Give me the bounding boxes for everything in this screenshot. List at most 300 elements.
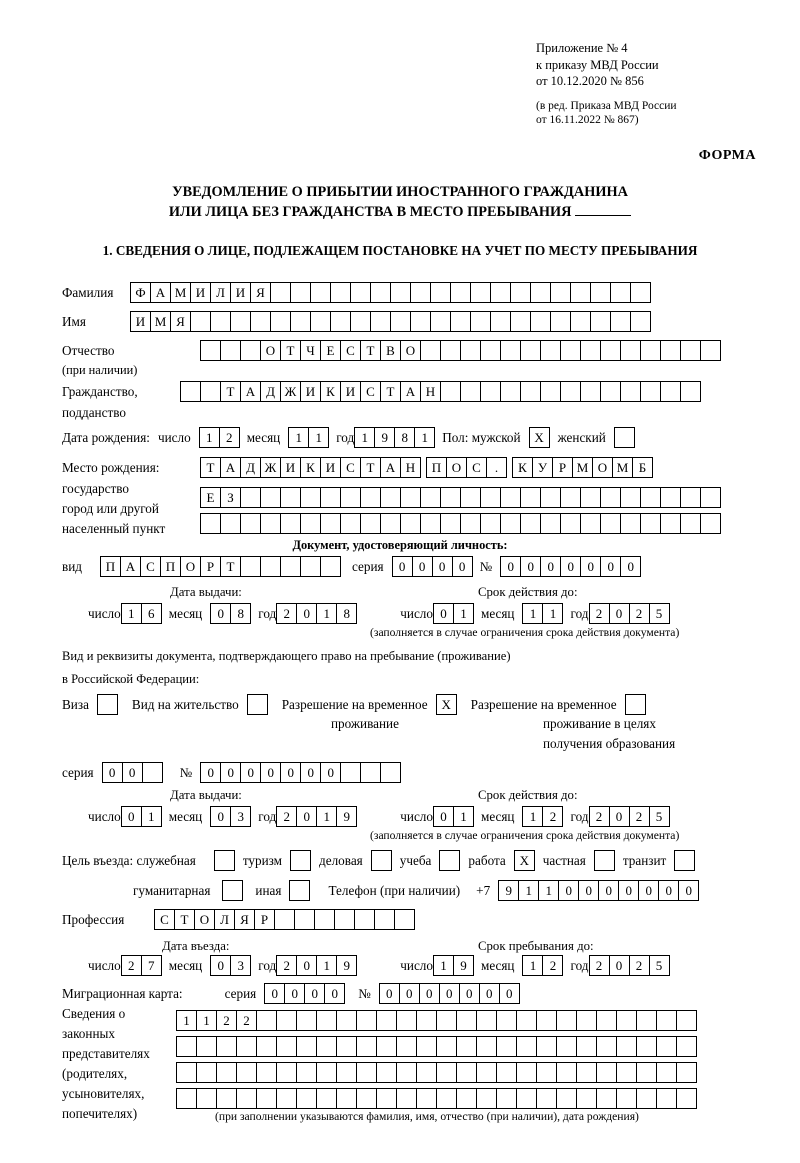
form-cell[interactable] (500, 340, 521, 361)
surname-cells[interactable] (130, 282, 650, 303)
form-cell[interactable]: 1 (354, 427, 375, 448)
form-cell[interactable] (620, 340, 641, 361)
birth-place-cells-row2[interactable] (200, 487, 720, 508)
form-cell[interactable] (530, 311, 551, 332)
form-cell[interactable]: 9 (336, 955, 357, 976)
doc-valid-month-cells[interactable] (522, 603, 562, 624)
form-cell[interactable]: О (446, 457, 467, 478)
stay-number-cells[interactable] (200, 762, 400, 783)
form-cell[interactable]: 0 (479, 983, 500, 1004)
entry-day-cells[interactable] (121, 955, 161, 976)
form-cell[interactable] (440, 513, 461, 534)
form-cell[interactable] (536, 1010, 557, 1031)
form-cell[interactable] (176, 1062, 197, 1083)
form-cell[interactable] (656, 1062, 677, 1083)
form-cell[interactable]: Е (320, 340, 341, 361)
form-cell[interactable]: К (300, 457, 321, 478)
form-cell[interactable] (270, 311, 291, 332)
form-cell[interactable] (240, 513, 261, 534)
form-cell[interactable]: 2 (629, 806, 650, 827)
form-cell[interactable] (510, 282, 531, 303)
form-cell[interactable]: 1 (522, 955, 543, 976)
form-cell[interactable] (660, 381, 681, 402)
form-cell[interactable] (440, 487, 461, 508)
doc-valid-year-cells[interactable] (589, 603, 669, 624)
form-cell[interactable] (656, 1010, 677, 1031)
form-cell[interactable] (520, 340, 541, 361)
stay-until-day-cells[interactable] (433, 955, 473, 976)
form-cell[interactable]: 2 (542, 955, 563, 976)
form-cell[interactable]: 0 (600, 556, 621, 577)
form-cell[interactable]: 9 (336, 806, 357, 827)
form-cell[interactable]: С (360, 381, 381, 402)
form-cell[interactable] (476, 1036, 497, 1057)
form-cell[interactable] (274, 909, 295, 930)
form-cell[interactable] (420, 513, 441, 534)
form-cell[interactable]: И (340, 381, 361, 402)
form-cell[interactable]: 0 (210, 806, 231, 827)
legal-rep-cells-1[interactable] (176, 1010, 696, 1031)
birth-place-country-cells[interactable] (200, 457, 420, 478)
form-cell[interactable] (380, 513, 401, 534)
form-cell[interactable] (560, 340, 581, 361)
form-cell[interactable] (590, 282, 611, 303)
citizenship-cells[interactable] (180, 381, 700, 402)
birth-year-cells[interactable] (354, 427, 434, 448)
legal-rep-cells-3[interactable] (176, 1062, 696, 1083)
form-cell[interactable] (616, 1010, 637, 1031)
form-cell[interactable]: А (400, 381, 421, 402)
form-cell[interactable] (310, 282, 331, 303)
form-cell[interactable]: П (100, 556, 121, 577)
form-cell[interactable]: 0 (210, 955, 231, 976)
form-cell[interactable]: Т (280, 340, 301, 361)
form-cell[interactable]: М (150, 311, 171, 332)
form-cell[interactable] (590, 311, 611, 332)
form-cell[interactable] (530, 282, 551, 303)
form-cell[interactable] (560, 487, 581, 508)
form-cell[interactable] (676, 1010, 697, 1031)
form-cell[interactable] (360, 487, 381, 508)
stay-issue-month-cells[interactable] (210, 806, 250, 827)
doc-number-cells[interactable] (500, 556, 640, 577)
form-cell[interactable]: С (340, 340, 361, 361)
form-cell[interactable] (680, 381, 701, 402)
form-cell[interactable] (490, 311, 511, 332)
form-cell[interactable] (556, 1062, 577, 1083)
form-cell[interactable]: 1 (433, 955, 454, 976)
form-cell[interactable] (256, 1010, 277, 1031)
form-cell[interactable] (560, 381, 581, 402)
form-cell[interactable] (630, 282, 651, 303)
form-cell[interactable]: И (300, 381, 321, 402)
form-cell[interactable] (216, 1062, 237, 1083)
form-cell[interactable]: 0 (433, 806, 454, 827)
form-cell[interactable] (676, 1036, 697, 1057)
form-cell[interactable] (380, 487, 401, 508)
purpose-tourism-box[interactable] (290, 850, 311, 871)
stay-valid-month-cells[interactable] (522, 806, 562, 827)
form-cell[interactable] (436, 1088, 457, 1109)
form-cell[interactable]: 0 (320, 762, 341, 783)
form-cell[interactable] (640, 340, 661, 361)
form-cell[interactable]: 1 (538, 880, 559, 901)
form-cell[interactable] (340, 513, 361, 534)
form-cell[interactable]: 0 (280, 762, 301, 783)
form-cell[interactable] (390, 311, 411, 332)
form-cell[interactable] (314, 909, 335, 930)
form-cell[interactable]: Я (170, 311, 191, 332)
form-cell[interactable] (480, 513, 501, 534)
form-cell[interactable]: Т (174, 909, 195, 930)
form-cell[interactable]: 1 (199, 427, 220, 448)
form-cell[interactable]: А (380, 457, 401, 478)
form-cell[interactable]: 0 (300, 762, 321, 783)
form-cell[interactable]: Т (380, 381, 401, 402)
form-cell[interactable] (236, 1036, 257, 1057)
form-cell[interactable] (330, 282, 351, 303)
form-cell[interactable] (516, 1010, 537, 1031)
form-cell[interactable]: 8 (230, 603, 251, 624)
form-cell[interactable]: 1 (316, 806, 337, 827)
entry-month-cells[interactable] (210, 955, 250, 976)
form-cell[interactable] (610, 311, 631, 332)
form-cell[interactable]: И (320, 457, 341, 478)
form-cell[interactable]: 1 (522, 806, 543, 827)
form-cell[interactable]: 2 (542, 806, 563, 827)
form-cell[interactable] (276, 1088, 297, 1109)
form-cell[interactable]: 7 (141, 955, 162, 976)
form-cell[interactable] (416, 1036, 437, 1057)
birth-place-city-cells-b[interactable] (512, 457, 652, 478)
form-cell[interactable] (550, 311, 571, 332)
form-cell[interactable] (356, 1010, 377, 1031)
form-cell[interactable]: В (380, 340, 401, 361)
form-cell[interactable] (376, 1088, 397, 1109)
form-cell[interactable] (450, 282, 471, 303)
form-cell[interactable] (510, 311, 531, 332)
form-cell[interactable] (300, 513, 321, 534)
form-cell[interactable] (200, 513, 221, 534)
form-cell[interactable] (260, 487, 281, 508)
form-cell[interactable] (430, 282, 451, 303)
form-cell[interactable]: 1 (141, 806, 162, 827)
form-cell[interactable] (620, 381, 641, 402)
form-cell[interactable] (470, 311, 491, 332)
sex-female-box[interactable] (614, 427, 635, 448)
form-cell[interactable]: Т (200, 457, 221, 478)
profession-cells[interactable] (154, 909, 414, 930)
form-cell[interactable]: 0 (558, 880, 579, 901)
form-cell[interactable] (142, 762, 163, 783)
form-cell[interactable] (450, 311, 471, 332)
form-cell[interactable] (520, 487, 541, 508)
form-cell[interactable] (400, 513, 421, 534)
form-cell[interactable] (540, 487, 561, 508)
form-cell[interactable] (196, 1062, 217, 1083)
birth-place-city-cells-a[interactable] (426, 457, 506, 478)
form-cell[interactable]: 1 (121, 603, 142, 624)
form-cell[interactable] (370, 282, 391, 303)
form-cell[interactable]: 0 (122, 762, 143, 783)
form-cell[interactable] (360, 762, 381, 783)
form-cell[interactable]: П (426, 457, 447, 478)
form-cell[interactable] (596, 1088, 617, 1109)
form-cell[interactable] (440, 340, 461, 361)
form-cell[interactable] (680, 487, 701, 508)
form-cell[interactable] (376, 1036, 397, 1057)
form-cell[interactable]: 0 (580, 556, 601, 577)
form-cell[interactable]: С (340, 457, 361, 478)
form-cell[interactable] (340, 762, 361, 783)
form-cell[interactable] (276, 1010, 297, 1031)
form-cell[interactable] (496, 1036, 517, 1057)
form-cell[interactable]: 1 (316, 603, 337, 624)
form-cell[interactable]: 1 (288, 427, 309, 448)
stay-until-year-cells[interactable] (589, 955, 669, 976)
form-cell[interactable]: 0 (432, 556, 453, 577)
form-cell[interactable]: 1 (518, 880, 539, 901)
form-cell[interactable] (476, 1010, 497, 1031)
form-cell[interactable]: О (194, 909, 215, 930)
form-cell[interactable] (394, 909, 415, 930)
form-cell[interactable] (436, 1036, 457, 1057)
entry-year-cells[interactable] (276, 955, 356, 976)
form-cell[interactable] (430, 311, 451, 332)
form-cell[interactable]: М (170, 282, 191, 303)
form-cell[interactable]: 0 (296, 955, 317, 976)
form-cell[interactable] (400, 487, 421, 508)
form-cell[interactable]: 0 (260, 762, 281, 783)
form-cell[interactable]: 8 (394, 427, 415, 448)
form-cell[interactable]: 2 (589, 603, 610, 624)
form-cell[interactable]: 2 (121, 955, 142, 976)
form-cell[interactable] (456, 1088, 477, 1109)
form-cell[interactable]: 0 (540, 556, 561, 577)
form-cell[interactable] (676, 1088, 697, 1109)
form-cell[interactable]: 8 (336, 603, 357, 624)
stay-valid-year-cells[interactable] (589, 806, 669, 827)
name-cells[interactable] (130, 311, 650, 332)
form-cell[interactable]: А (120, 556, 141, 577)
form-cell[interactable] (270, 282, 291, 303)
form-cell[interactable]: 0 (399, 983, 420, 1004)
form-cell[interactable]: А (240, 381, 261, 402)
form-cell[interactable] (334, 909, 355, 930)
form-cell[interactable]: 2 (276, 955, 297, 976)
form-cell[interactable]: И (280, 457, 301, 478)
form-cell[interactable] (656, 1036, 677, 1057)
form-cell[interactable] (440, 381, 461, 402)
form-cell[interactable]: 0 (452, 556, 473, 577)
purpose-humanitarian-box[interactable] (222, 880, 243, 901)
form-cell[interactable]: 2 (219, 427, 240, 448)
form-cell[interactable]: 5 (649, 955, 670, 976)
form-cell[interactable] (520, 513, 541, 534)
form-cell[interactable] (330, 311, 351, 332)
form-cell[interactable] (200, 381, 221, 402)
edu-residence-box[interactable] (625, 694, 646, 715)
form-cell[interactable] (320, 513, 341, 534)
form-cell[interactable] (420, 340, 441, 361)
form-cell[interactable]: Т (360, 340, 381, 361)
form-cell[interactable]: С (154, 909, 175, 930)
form-cell[interactable] (536, 1062, 557, 1083)
form-cell[interactable]: Я (250, 282, 271, 303)
form-cell[interactable] (570, 282, 591, 303)
form-cell[interactable] (256, 1036, 277, 1057)
form-cell[interactable] (436, 1062, 457, 1083)
form-cell[interactable] (660, 487, 681, 508)
form-cell[interactable] (660, 513, 681, 534)
form-cell[interactable] (636, 1088, 657, 1109)
form-cell[interactable] (576, 1036, 597, 1057)
form-cell[interactable]: 0 (121, 806, 142, 827)
form-cell[interactable]: 0 (618, 880, 639, 901)
form-cell[interactable] (250, 311, 271, 332)
form-cell[interactable] (370, 311, 391, 332)
form-cell[interactable]: 0 (264, 983, 285, 1004)
form-cell[interactable]: 0 (392, 556, 413, 577)
form-cell[interactable] (380, 762, 401, 783)
legal-rep-cells-4[interactable] (176, 1088, 696, 1109)
form-cell[interactable] (350, 282, 371, 303)
form-cell[interactable]: Ж (280, 381, 301, 402)
form-cell[interactable] (496, 1062, 517, 1083)
form-cell[interactable] (470, 282, 491, 303)
temp-residence-box[interactable]: X (436, 694, 457, 715)
form-cell[interactable] (640, 513, 661, 534)
form-cell[interactable] (600, 487, 621, 508)
form-cell[interactable] (476, 1062, 497, 1083)
form-cell[interactable] (596, 1062, 617, 1083)
form-cell[interactable] (700, 513, 721, 534)
form-cell[interactable] (500, 487, 521, 508)
birth-place-cells-row3[interactable] (200, 513, 720, 534)
form-cell[interactable] (560, 513, 581, 534)
form-cell[interactable] (576, 1062, 597, 1083)
form-cell[interactable] (276, 1062, 297, 1083)
form-cell[interactable] (636, 1010, 657, 1031)
stay-until-month-cells[interactable] (522, 955, 562, 976)
form-cell[interactable]: 0 (324, 983, 345, 1004)
form-cell[interactable]: Ж (260, 457, 281, 478)
form-cell[interactable]: П (160, 556, 181, 577)
form-cell[interactable] (556, 1036, 577, 1057)
form-cell[interactable] (600, 340, 621, 361)
form-cell[interactable] (280, 556, 301, 577)
form-cell[interactable]: М (612, 457, 633, 478)
form-cell[interactable]: 0 (210, 603, 231, 624)
form-cell[interactable]: Я (234, 909, 255, 930)
form-cell[interactable]: Ч (300, 340, 321, 361)
form-cell[interactable]: 0 (598, 880, 619, 901)
form-cell[interactable]: А (150, 282, 171, 303)
form-cell[interactable] (296, 1062, 317, 1083)
form-cell[interactable] (336, 1088, 357, 1109)
form-cell[interactable] (410, 282, 431, 303)
form-cell[interactable]: 2 (236, 1010, 257, 1031)
form-cell[interactable] (540, 381, 561, 402)
form-cell[interactable] (220, 340, 241, 361)
residence-box[interactable] (247, 694, 268, 715)
form-cell[interactable] (320, 556, 341, 577)
form-cell[interactable] (656, 1088, 677, 1109)
form-cell[interactable] (256, 1062, 277, 1083)
form-cell[interactable] (680, 340, 701, 361)
legal-rep-cells-2[interactable] (176, 1036, 696, 1057)
form-cell[interactable]: 1 (176, 1010, 197, 1031)
migration-series-cells[interactable] (264, 983, 344, 1004)
form-cell[interactable]: Ф (130, 282, 151, 303)
form-cell[interactable]: 0 (560, 556, 581, 577)
form-cell[interactable] (230, 311, 251, 332)
form-cell[interactable] (340, 487, 361, 508)
purpose-study-box[interactable] (439, 850, 460, 871)
form-cell[interactable] (516, 1062, 537, 1083)
form-cell[interactable] (296, 1088, 317, 1109)
form-cell[interactable]: Т (220, 556, 241, 577)
form-cell[interactable] (396, 1010, 417, 1031)
form-cell[interactable] (350, 311, 371, 332)
form-cell[interactable]: 0 (620, 556, 641, 577)
form-cell[interactable] (456, 1062, 477, 1083)
form-cell[interactable] (190, 311, 211, 332)
form-cell[interactable]: И (190, 282, 211, 303)
form-cell[interactable] (416, 1062, 437, 1083)
form-cell[interactable] (316, 1010, 337, 1031)
form-cell[interactable]: 0 (304, 983, 325, 1004)
form-cell[interactable] (596, 1010, 617, 1031)
form-cell[interactable]: 0 (220, 762, 241, 783)
form-cell[interactable] (356, 1036, 377, 1057)
form-cell[interactable] (280, 487, 301, 508)
form-cell[interactable]: С (140, 556, 161, 577)
form-cell[interactable]: Б (632, 457, 653, 478)
form-cell[interactable]: 1 (196, 1010, 217, 1031)
form-cell[interactable]: 0 (296, 806, 317, 827)
doc-series-cells[interactable] (392, 556, 472, 577)
form-cell[interactable] (396, 1088, 417, 1109)
form-cell[interactable]: 2 (589, 955, 610, 976)
form-cell[interactable]: О (592, 457, 613, 478)
form-cell[interactable] (500, 381, 521, 402)
form-cell[interactable] (210, 311, 231, 332)
form-cell[interactable] (480, 340, 501, 361)
form-cell[interactable] (496, 1088, 517, 1109)
purpose-business-box[interactable] (371, 850, 392, 871)
form-cell[interactable]: 0 (379, 983, 400, 1004)
form-cell[interactable] (610, 282, 631, 303)
purpose-private-box[interactable] (594, 850, 615, 871)
form-cell[interactable]: Д (260, 381, 281, 402)
form-cell[interactable]: 9 (498, 880, 519, 901)
form-cell[interactable]: 0 (520, 556, 541, 577)
form-cell[interactable] (516, 1088, 537, 1109)
form-cell[interactable] (636, 1036, 657, 1057)
migration-number-cells[interactable] (379, 983, 519, 1004)
form-cell[interactable]: У (532, 457, 553, 478)
doc-kind-cells[interactable] (100, 556, 340, 577)
form-cell[interactable]: 0 (240, 762, 261, 783)
form-cell[interactable] (356, 1088, 377, 1109)
form-cell[interactable] (636, 1062, 657, 1083)
form-cell[interactable] (550, 282, 571, 303)
form-cell[interactable] (310, 311, 331, 332)
form-cell[interactable] (576, 1088, 597, 1109)
form-cell[interactable]: Д (240, 457, 261, 478)
form-cell[interactable] (360, 513, 381, 534)
